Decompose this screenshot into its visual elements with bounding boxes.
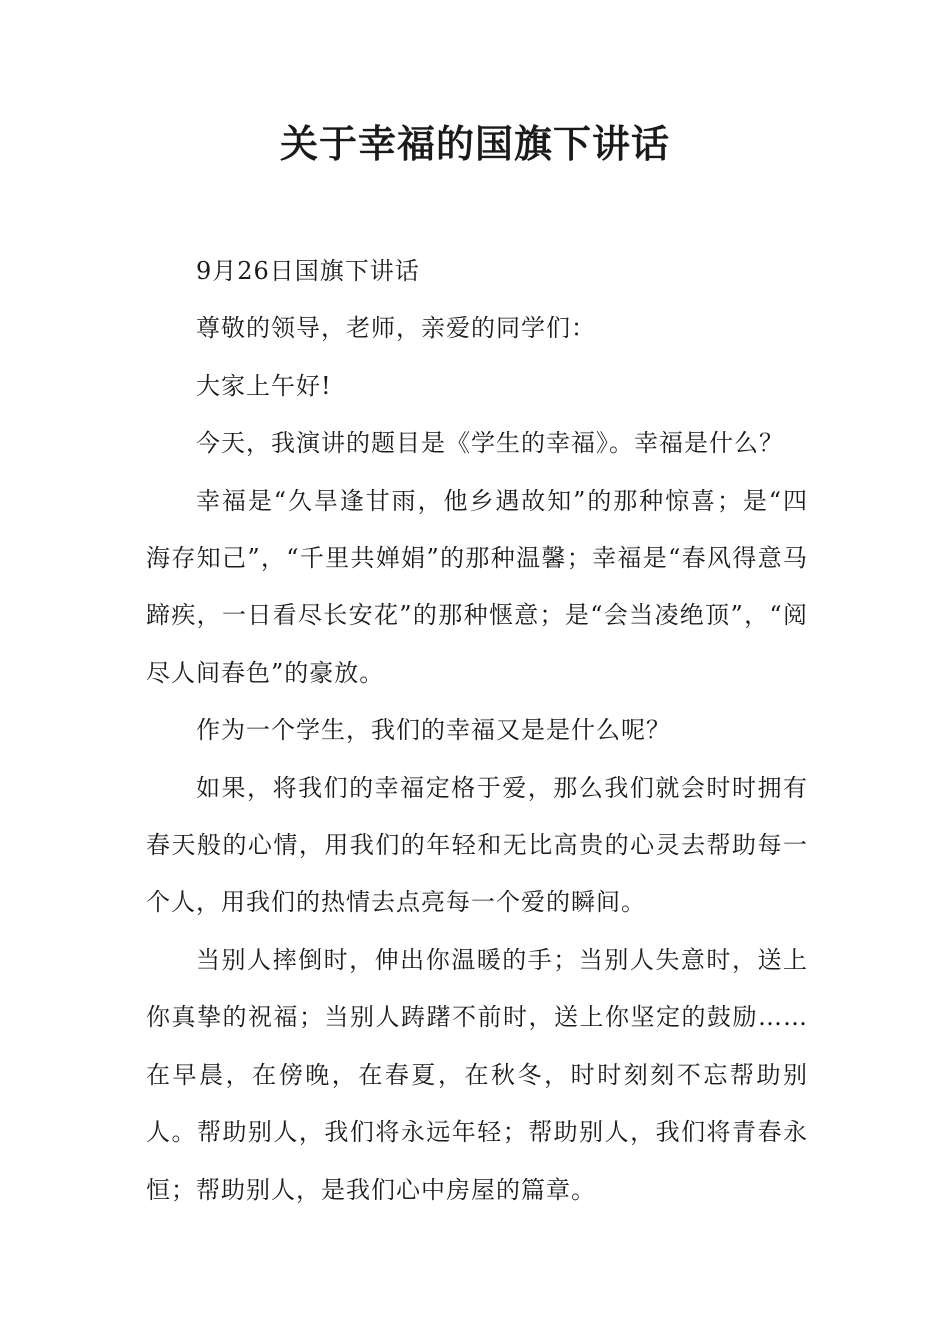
paragraph-happiness-definition: 幸福是“久旱逢甘雨，他乡遇故知”的那种惊喜；是“四海存知己”，“千里共婵娟”的那种温馨；幸福是“春风得意马蹄疾，一日看尽长安花”的那种惬意；是“会当凌绝顶”，“阅尽人间春色”的豪放。 bbox=[146, 486, 808, 687]
paragraph-love: 如果，将我们的幸福定格于爱，那么我们就会时时拥有春天般的心情，用我们的年轻和无比高贵的心灵去帮助每一个人，用我们的热情去点亮每一个爱的瞬间。 bbox=[146, 773, 808, 917]
paragraph-date-heading: 9月26日国旗下讲话 bbox=[196, 257, 420, 285]
paragraph-helping-others: 当别人摔倒时，伸出你温暖的手；当别人失意时，送上你真挚的祝福；当别人踌躇不前时，送上你坚定的鼓励……在早晨，在傍晚，在春夏，在秋冬，时时刻刻不忘帮助别人。帮助别人，我们将永远年轻；帮助别人，我们将青春永恒；帮助别人，是我们心中房屋的篇章。 bbox=[146, 945, 808, 1204]
document-body bbox=[146, 243, 808, 1219]
paragraph-student-question: 作为一个学生，我们的幸福又是是什么呢？ bbox=[196, 716, 671, 745]
document-title: 关于幸福的国旗下讲话 bbox=[279, 121, 670, 166]
paragraph-salutation: 尊敬的领导，老师，亲爱的同学们： bbox=[196, 314, 596, 343]
paragraph-topic: 今天，我演讲的题目是《学生的幸福》。幸福是什么？ bbox=[196, 429, 784, 458]
paragraph-greeting: 大家上午好! bbox=[196, 371, 332, 400]
